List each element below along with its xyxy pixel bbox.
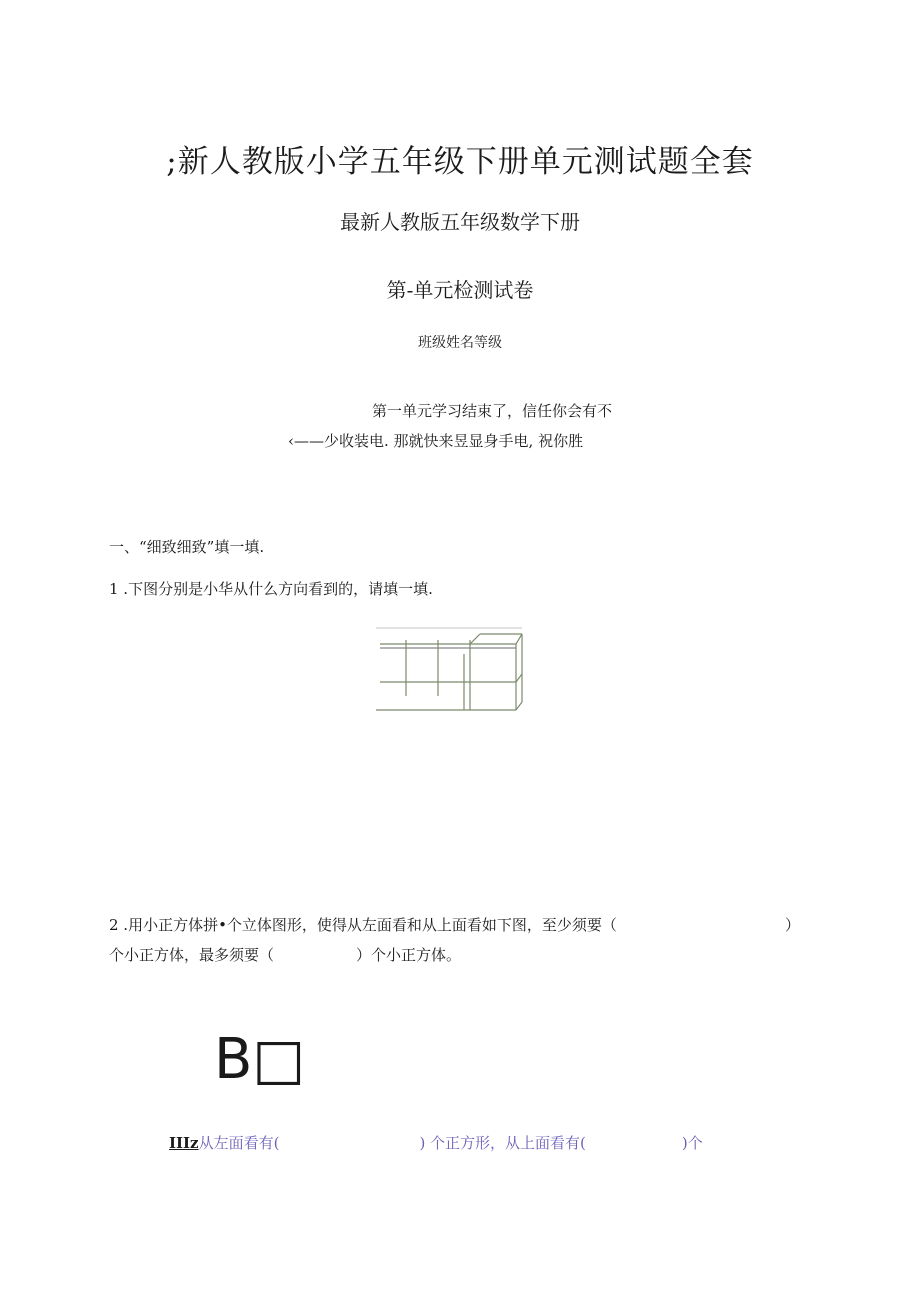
unit-title: 第-单元检测试卷 bbox=[386, 278, 534, 302]
section-1-heading: 一、“细致细致”填一填. bbox=[109, 538, 265, 556]
cube-view-figure bbox=[376, 624, 524, 714]
question-1: 1 .下图分别是小华从什么方向看到的，请填一填. bbox=[109, 580, 433, 598]
intro-line-2: ‹——少收装电. 那就快来昱显身手电, 祝你胜 bbox=[288, 432, 584, 450]
document-title: ;新人教版小学五年级下册单元测试题全套 bbox=[166, 144, 754, 180]
document-subtitle: 最新人教版五年级数学下册 bbox=[340, 210, 580, 234]
intro-line-1: 第一单元学习结束了，信任你会有不 bbox=[372, 402, 613, 420]
question-2-line-1: 2 .用小正方体拼•个立体图形，使得从左面看和从上面看如下图，至少须要（ bbox=[109, 916, 617, 934]
question-3-part-3: )个 bbox=[681, 1134, 703, 1152]
question-3-part-2: ) 个正方形，从上面看有( bbox=[419, 1134, 586, 1152]
question-2-line-2 bbox=[109, 944, 461, 965]
figure-label: B□ bbox=[214, 1027, 306, 1092]
question-3-line bbox=[169, 1132, 703, 1153]
question-2-blank-close: ） bbox=[785, 916, 801, 934]
question-3-part-1: 从左面看有( bbox=[198, 1134, 280, 1152]
question-3-prefix: IIIz bbox=[169, 1134, 199, 1152]
question-2-line-2-start: 个小正方体，最多须要（ bbox=[109, 946, 275, 964]
class-name-grade-line: 班级姓名等级 bbox=[418, 335, 502, 351]
question-2-line-2-end: ）个小正方体。 bbox=[356, 946, 462, 964]
